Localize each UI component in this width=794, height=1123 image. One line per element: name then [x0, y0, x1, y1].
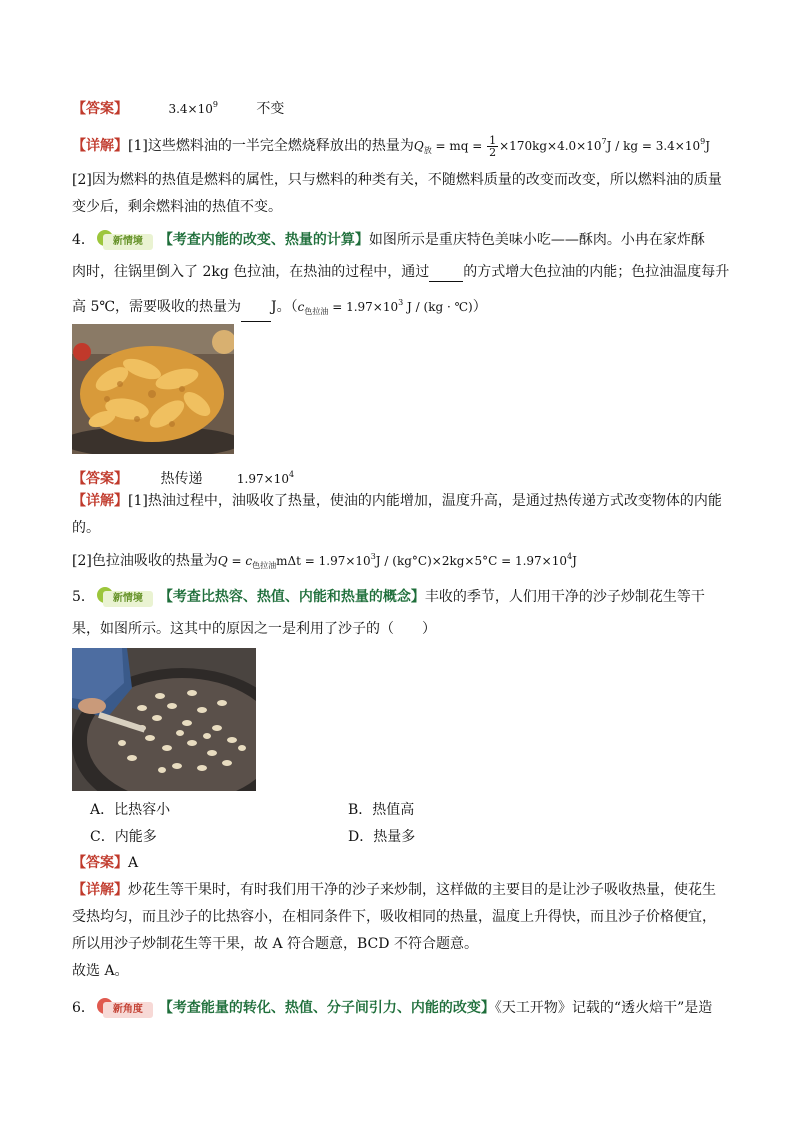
q4-number: 4．	[72, 232, 95, 248]
option-b[interactable]: B．热值高	[348, 802, 415, 818]
q5-stem-line2: 果，如图所示。这其中的原因之一是利用了沙子的（ ）	[72, 621, 436, 637]
q4-answer-value-1: 热传递	[160, 471, 203, 487]
q6-topic: 【考查能量的转化、热值、分子间引力、内能的改变】	[158, 1000, 495, 1016]
sand-roasting-image	[72, 648, 256, 791]
q3-answer-value-1: $3.4\times 10^9$	[168, 100, 218, 116]
q3-detail-2-line1: [2]因为燃料的热值是燃料的属性，只与燃料的种类有关，不随燃料质量的改变而改变，所以燃料油的质量	[72, 172, 722, 188]
new-angle-badge: 新角度	[97, 998, 153, 1018]
detail-tag: 【详解】	[72, 138, 128, 154]
q5-detail-line1: 【详解】炒花生等干果时，有时我们用干净的沙子来炒制，这样做的主要目的是让沙子吸收热量，使花生	[72, 882, 716, 898]
q3-detail-2-line2: 变少后，剩余燃料油的热值不变。	[72, 199, 282, 215]
q4-stem-line1: 4． 新情境 【考查内能的改变、热量的计算】如图所示是重庆特色美味小吃——酥肉。小冉在家炸酥	[72, 232, 705, 248]
q5-detail-line3: 所以用沙子炒制花生等干果，故 A 符合题意，BCD 不符合题意。	[72, 936, 478, 952]
answer-tag: 【答案】	[72, 101, 128, 117]
option-c[interactable]: C．内能多	[90, 829, 157, 845]
q4-detail-1-line1: 【详解】[1]热油过程中，油吸收了热量，使油的内能增加，温度升高，是通过热传递方式改变物体的内能	[72, 493, 722, 509]
q3-formula: $Q_放$ = mq = $\frac{1}{2}$ $\times 170kg\times 4.0\times 10^7J$ / kg = $3.4\times 10^9J$	[413, 134, 711, 159]
q5-topic: 【考查比热容、热值、内能和热量的概念】	[158, 589, 425, 605]
q5-stem-line1: 5． 新情境 【考查比热容、热值、内能和热量的概念】丰收的季节，人们用干净的沙子炒制花生等干	[72, 589, 705, 605]
q4-answer-line: 【答案】 热传递 $1.97\times 10^4$	[72, 470, 295, 487]
option-a[interactable]: A．比热容小	[90, 802, 171, 818]
q5-number: 5．	[72, 589, 95, 605]
q5-detail-line2: 受热均匀，而且沙子的比热容小，在相同条件下，吸收相同的热量，温度上升得快，而且沙子价格便宜，	[72, 909, 716, 925]
fried-pork-image	[72, 324, 234, 454]
q4-stem-line2: 肉时，往锅里倒入了 2kg 色拉油，在热油的过程中，通过 的方式增大色拉油的内能；色拉油温度每升	[72, 264, 730, 280]
q4-topic: 【考查内能的改变、热量的计算】	[158, 232, 369, 248]
q5-conclusion: 故选 A。	[72, 963, 129, 979]
option-d[interactable]: D．热量多	[348, 829, 416, 845]
q3-answer-line	[72, 95, 284, 119]
fill-blank-2[interactable]	[241, 307, 271, 322]
q3-answer-value-2: 不变	[256, 101, 285, 117]
q6-number: 6．	[72, 1000, 95, 1016]
q5-answer-value: A	[128, 855, 139, 871]
q5-answer-line: 【答案】A	[72, 855, 139, 871]
q4-answer-value-2: $1.97\times 10^4$	[236, 470, 295, 486]
q3-detail-1: 【详解】[1]这些燃料油的一半完全燃烧释放出的热量为$Q_放$ = mq = $\frac{1}{2}$ $\times 170kg\times 4.0\times 10^7J$ / kg = $3.4\times 10^9J$	[72, 134, 711, 159]
new-context-badge: 新情境	[97, 230, 153, 250]
q4-stem-line3: 高 5℃，需要吸收的热量为 J。（$c_{色拉油} = 1.97\times 10^3$ J / (kg · ℃)）	[72, 293, 487, 322]
q4-detail-2: [2]色拉油吸收的热量为$Q = c_{色拉油}m\Delta t = 1.97\times 10^3J / (kg^\circ C)\times 2kg\times 5^\circ C = 1.97\times 10^4J$	[72, 552, 577, 570]
q4-detail-1-line2: 的。	[72, 520, 100, 536]
new-context-badge: 新情境	[97, 587, 153, 607]
q6-stem-line1: 6． 新角度 【考查能量的转化、热值、分子间引力、内能的改变】《天工开物》记载的“透火焙干”是造	[72, 1000, 713, 1016]
fill-blank-1[interactable]	[429, 267, 463, 282]
